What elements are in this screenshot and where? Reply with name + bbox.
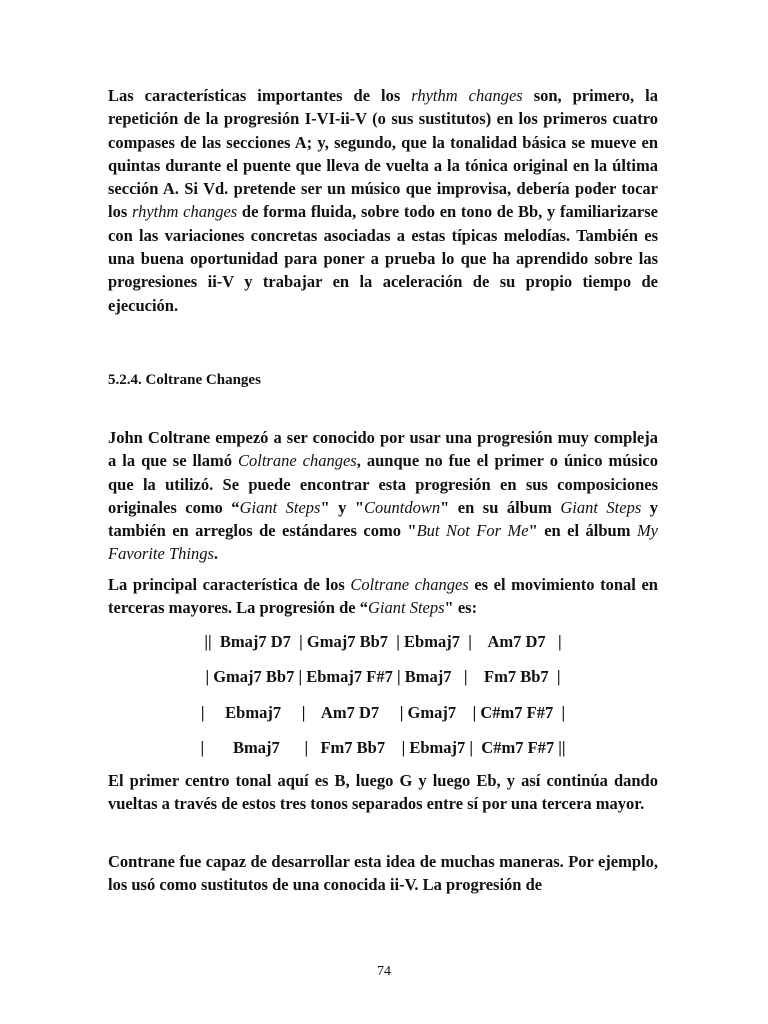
paragraph-coltrane-intro bbox=[108, 426, 658, 566]
text-run: es el movimiento tonal en terceras mayores. La progresión de “ bbox=[108, 575, 658, 618]
text-run: y también en arreglos de estándares como " bbox=[108, 497, 658, 541]
chord-line-4: | Bmaj7 | Fm7 Bb7 | Ebmaj7 | C#m7 F#7 || bbox=[200, 738, 566, 757]
italic-title: Giant Steps bbox=[368, 598, 445, 618]
text-run: son, primero, la repetición de la progresión I-VI-ii-V (o sus sustitutos) en los primeros cuatro compases de las secciones A; y, segundo, que la tonalidad básica se mueve en quintas durante el puente que lleva de vuelta a la tónica original en la última sección A. Si Vd. pretende ser un músico que improvisa, debería poder tocar los bbox=[108, 86, 658, 222]
italic-term: rhythm changes bbox=[131, 202, 238, 222]
chord-line-2: | Gmaj7 Bb7 | Ebmaj7 F#7 | Bmaj7 | Fm7 Bb7 | bbox=[205, 667, 561, 686]
text-run: " en el álbum bbox=[528, 521, 637, 541]
text-run: La principal característica de los bbox=[108, 575, 351, 594]
paragraph-development: Contrane fue capaz de desarrollar esta idea de muchas maneras. Por ejemplo, los usó como sustitutos de una conocida ii-V. La progresión de bbox=[108, 852, 658, 895]
text-run: " en su álbum bbox=[440, 497, 561, 517]
text-run: . bbox=[213, 544, 218, 564]
text-run: " y " bbox=[320, 497, 365, 517]
text-run: John Coltrane empezó a ser conocido por usar una progresión muy compleja a la que se llamó bbox=[108, 428, 658, 471]
section-heading: 5.2.4. Coltrane Changes bbox=[108, 372, 261, 388]
page-number: 74 bbox=[377, 964, 391, 979]
paragraph-characteristic bbox=[108, 573, 658, 620]
text-run: Las características importantes de los bbox=[108, 86, 412, 105]
italic-term: Coltrane changes bbox=[237, 451, 357, 471]
italic-title: Countdown bbox=[364, 497, 441, 517]
italic-term: rhythm changes bbox=[411, 86, 523, 105]
chord-line-1: || Bmaj7 D7 | Gmaj7 Bb7 | Ebmaj7 | Am7 D7 | bbox=[204, 632, 562, 651]
text-run: , aunque no fue el primer o único músico que la utilizó. Se puede encontrar esta progresión en sus composiciones originales como “ bbox=[108, 451, 658, 517]
italic-title: But Not For Me bbox=[416, 521, 529, 541]
italic-title: Giant Steps bbox=[239, 497, 321, 517]
italic-term: Coltrane changes bbox=[350, 575, 469, 594]
italic-title: Giant Steps bbox=[560, 497, 642, 517]
paragraph-tonal-center: El primer centro tonal aquí es B, luego G y luego Eb, y así continúa dando vueltas a través de estos tres tonos separados entre sí por una tercera mayor. bbox=[108, 771, 658, 814]
text-run: de forma fluida, sobre todo en tono de Bb, y familiarizarse con las variaciones concretas asociadas a estas típicas melodías. También es una buena oportunidad para poner a prueba lo que ha aprendido sobre las progresiones ii-V y trabajar en la aceleración de su propio tiempo de ejecución. bbox=[108, 202, 658, 315]
paragraph-rhythm-changes bbox=[108, 84, 658, 317]
text-run: " es: bbox=[444, 598, 478, 618]
chord-line-3: | Ebmaj7 | Am7 D7 | Gmaj7 | C#m7 F#7 | bbox=[200, 703, 566, 722]
italic-title: My Favorite Things bbox=[108, 521, 659, 564]
